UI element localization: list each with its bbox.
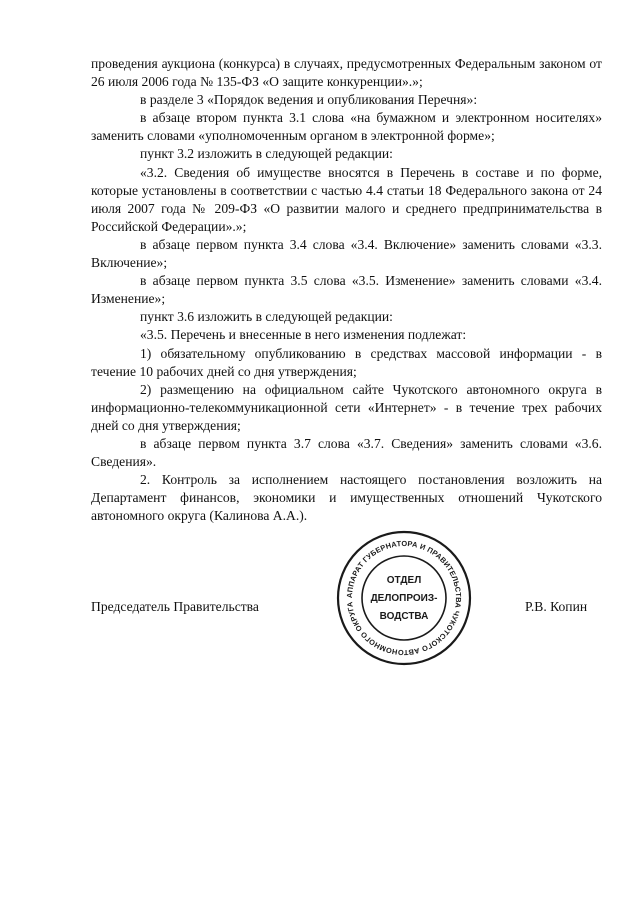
- paragraph-control: 2. Контроль за исполнением настоящего постановления возложить на Департамент финансов, экономики и имущественных отношений Чукотского автономного округа (Калинова А.А.).: [91, 472, 602, 524]
- paragraph-clause-3-2-intro: пункт 3.2 изложить в следующей редакции:: [140, 146, 393, 162]
- stamp-ring-text: АППАРАТ ГУБЕРНАТОРА И ПРАВИТЕЛЬСТВА ЧУКОТСКОГО АВТОНОМНОГО ОКРУГА: [344, 538, 464, 658]
- stamp-center-line-1: ОТДЕЛ: [386, 575, 422, 586]
- paragraph-section-3-heading: в разделе 3 «Порядок ведения и опубликования Перечня»:: [140, 92, 478, 108]
- paragraph-clause-3-4: в абзаце первом пункта 3.4 слова «3.4. Включение» заменить словами «3.3. Включение»;: [91, 236, 602, 271]
- official-stamp: [334, 528, 474, 668]
- stamp-center-line-3: ВОДСТВА: [379, 611, 429, 622]
- stamp-center-line-2: ДЕЛОПРОИЗ-: [370, 593, 438, 604]
- document-body: [91, 55, 602, 525]
- signatory-name: Р.В. Копин: [525, 599, 588, 614]
- paragraph-item-2: 2) размещению на официальном сайте Чукотского автономного округа в информационно-телекоммуникационной сети «Интернет» - в течение трех рабочих дней со дня утверждения;: [91, 381, 602, 433]
- paragraph-clause-3-7: в абзаце первом пункта 3.7 слова «3.7. Сведения» заменить словами «3.6. Сведения».: [91, 435, 602, 470]
- paragraph-clause-3-1: в абзаце втором пункта 3.1 слова «на бумажном и электронном носителях» заменить словами «уполномоченным органом в электронной форме»;: [91, 110, 602, 144]
- paragraph-continuation: проведения аукциона (конкурса) в случаях, предусмотренных Федеральным законом от 26 июля 2006 года № 135-ФЗ «О защите конкуренции».»;: [91, 56, 602, 90]
- paragraph-clause-3-6-intro: пункт 3.6 изложить в следующей редакции:: [140, 309, 393, 325]
- paragraph-clause-3-5: в абзаце первом пункта 3.5 слова «3.5. Изменение» заменить словами «3.4. Изменение»;: [91, 273, 602, 307]
- signatory-position: Председатель Правительства: [91, 599, 259, 614]
- paragraph-clause-3-2-text: «3.2. Сведения об имуществе вносятся в Перечень в составе и по форме, которые установлены в соответствии с частью 4.4 статьи 18 Федерального закона от 24 июля 2007 года № 209-ФЗ «О развитии малого и среднего предпринимательства в Российской Федерации».»;: [91, 164, 602, 234]
- paragraph-item-1: 1) обязательному опубликованию в средствах массовой информации - в течение 10 рабочих дней со дня утверждения;: [91, 345, 602, 379]
- paragraph-clause-3-5-new: «3.5. Перечень и внесенные в него изменения подлежат:: [140, 327, 467, 343]
